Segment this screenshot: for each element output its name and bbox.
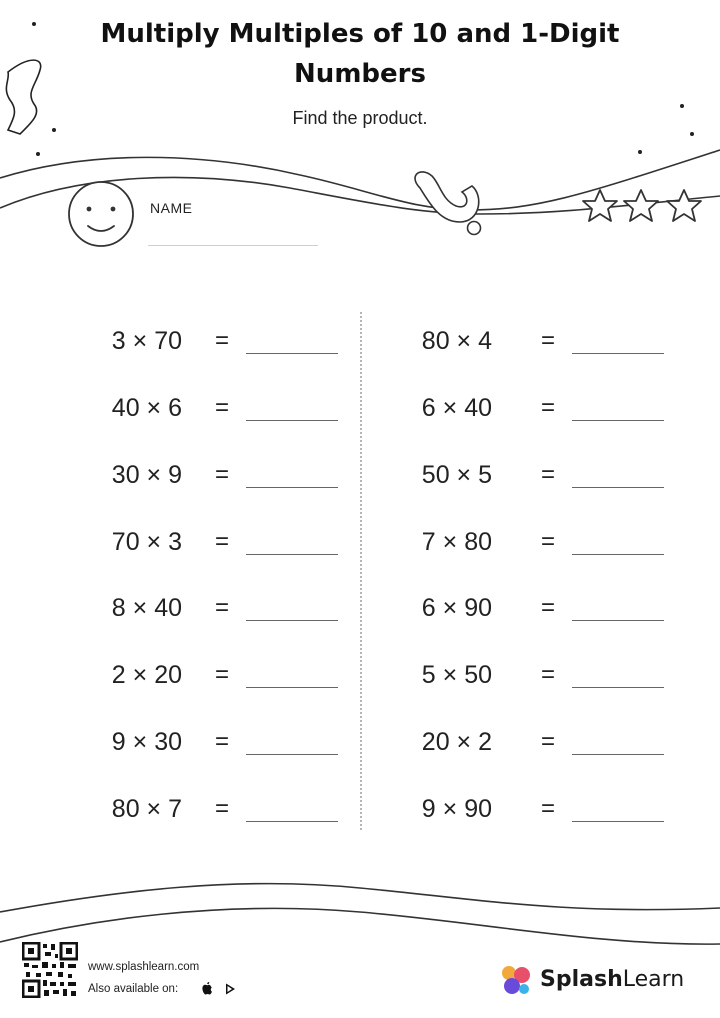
equals-sign: =	[214, 728, 229, 755]
dot	[690, 132, 694, 136]
qr-code-icon[interactable]	[22, 942, 78, 998]
website-link[interactable]: www.splashlearn.com	[88, 961, 200, 973]
answer-blank[interactable]	[246, 353, 338, 354]
problem-expression: 50 × 5	[421, 461, 492, 489]
dot	[680, 104, 684, 108]
instruction-text: Find the product.	[292, 108, 428, 128]
problem-expression: 3 × 70	[111, 327, 182, 355]
star-rating-icons	[583, 190, 701, 221]
splashlearn-wordmark	[540, 964, 684, 996]
answer-blank[interactable]	[572, 687, 664, 688]
problem-expression: 80 × 7	[111, 795, 182, 823]
answer-blank[interactable]	[246, 620, 338, 621]
problem-expression: 7 × 80	[421, 528, 492, 556]
available-text: Also available on:	[88, 983, 179, 995]
dot	[638, 150, 642, 154]
answer-blank[interactable]	[246, 687, 338, 688]
bottom-wave-line-2	[0, 908, 720, 944]
problem-expression: 5 × 50	[421, 661, 492, 689]
problem-expression: 9 × 90	[421, 795, 492, 823]
equals-sign: =	[214, 528, 229, 555]
equals-sign: =	[540, 461, 555, 488]
dot	[52, 128, 56, 132]
equals-sign: =	[214, 795, 229, 822]
name-field[interactable]	[148, 245, 318, 246]
equals-sign: =	[214, 327, 229, 354]
problem-expression: 9 × 30	[111, 728, 182, 756]
dot	[36, 152, 40, 156]
column-divider	[360, 312, 362, 830]
smiley-icon	[69, 182, 133, 246]
equals-sign: =	[540, 795, 555, 822]
squiggle-doodle	[6, 60, 40, 134]
answer-blank[interactable]	[246, 487, 338, 488]
hook-doodle	[415, 172, 479, 222]
answer-blank[interactable]	[572, 420, 664, 421]
equals-sign: =	[540, 661, 555, 688]
answer-blank[interactable]	[246, 554, 338, 555]
answer-blank[interactable]	[572, 620, 664, 621]
problem-expression: 2 × 20	[111, 661, 182, 689]
answer-blank[interactable]	[572, 487, 664, 488]
equals-sign: =	[214, 594, 229, 621]
problem-expression: 40 × 6	[111, 394, 182, 422]
answer-blank[interactable]	[572, 821, 664, 822]
answer-blank[interactable]	[246, 420, 338, 421]
answer-blank[interactable]	[572, 754, 664, 755]
answer-blank[interactable]	[572, 554, 664, 555]
splashlearn-logo-icon	[498, 962, 534, 998]
equals-sign: =	[540, 394, 555, 421]
store-icons	[200, 981, 240, 997]
equals-sign: =	[540, 327, 555, 354]
answer-blank[interactable]	[246, 821, 338, 822]
problem-expression: 6 × 40	[421, 394, 492, 422]
equals-sign: =	[540, 594, 555, 621]
star-icon	[667, 190, 701, 221]
equals-sign: =	[540, 528, 555, 555]
problem-expression: 70 × 3	[111, 528, 182, 556]
worksheet-title: Multiply Multiples of 10 and 1-Digit Numbers	[100, 19, 620, 89]
brand-part-2: Learn	[622, 967, 685, 992]
problem-expression: 6 × 90	[421, 594, 492, 622]
play-store-icon	[226, 984, 235, 995]
name-label: NAME	[150, 200, 193, 216]
dot	[32, 22, 36, 26]
apple-icon	[202, 982, 212, 995]
circle-doodle	[468, 222, 481, 235]
equals-sign: =	[214, 661, 229, 688]
equals-sign: =	[214, 394, 229, 421]
problem-expression: 20 × 2	[421, 728, 492, 756]
answer-blank[interactable]	[246, 754, 338, 755]
brand-part-1: Splash	[540, 967, 623, 992]
bottom-wave-line	[0, 884, 720, 912]
problem-expression: 8 × 40	[111, 594, 182, 622]
star-icon	[583, 190, 617, 221]
answer-blank[interactable]	[572, 353, 664, 354]
splashlearn-logo[interactable]	[498, 960, 708, 1000]
equals-sign: =	[540, 728, 555, 755]
equals-sign: =	[214, 461, 229, 488]
star-icon	[624, 190, 658, 221]
problem-expression: 80 × 4	[421, 327, 492, 355]
problem-expression: 30 × 9	[111, 461, 182, 489]
